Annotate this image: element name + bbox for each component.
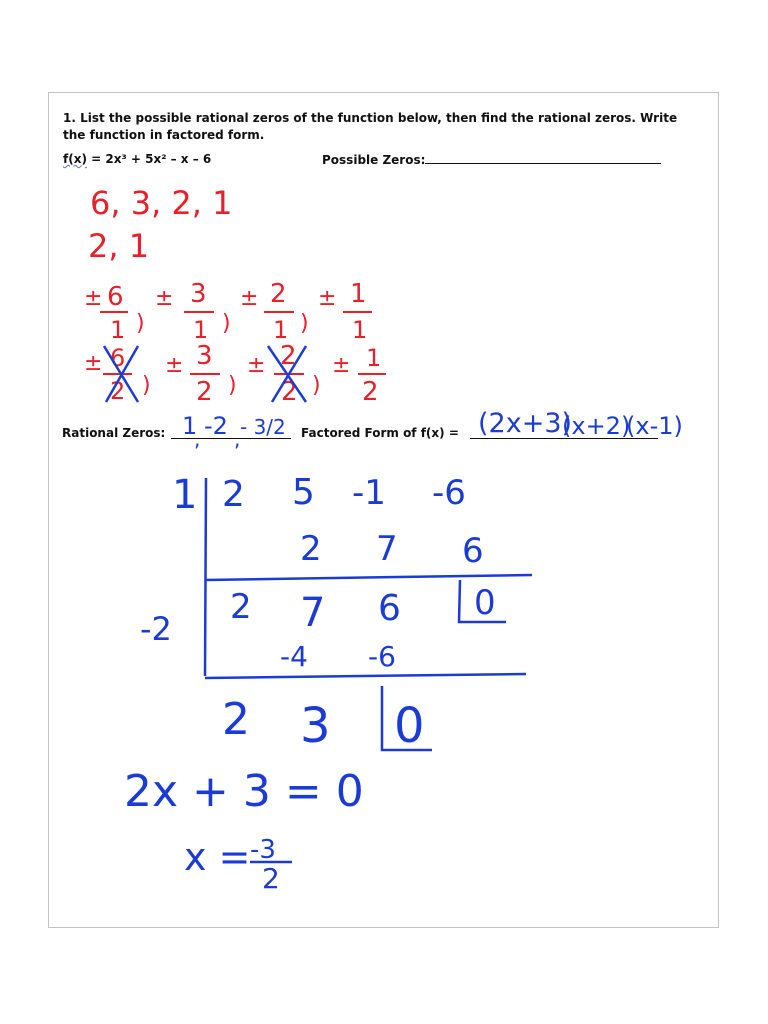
function-name: f(x) [63, 152, 87, 166]
divisor-1: 1 [172, 472, 198, 518]
denominator-3: 1 [273, 316, 289, 344]
result-2: 3 [300, 698, 331, 754]
numerator-8: 1 [366, 344, 382, 372]
sign-3: ± [240, 286, 259, 311]
zero-3: - 3/2 [240, 415, 286, 439]
zero-2: -2 [204, 412, 228, 440]
product-4: -4 [280, 640, 308, 673]
coefficient-4: -6 [432, 473, 466, 513]
coefficient-3: -1 [352, 473, 386, 513]
denominator-5: 2 [110, 377, 126, 405]
sign-4: ± [318, 286, 337, 311]
product-1: 2 [300, 529, 322, 569]
numerator-6: 3 [196, 341, 213, 371]
synthetic-division-2 [140, 580, 526, 754]
coefficient-2: 5 [292, 472, 315, 513]
problem-prompt: 1. List the possible rational zeros of the function below, then find the rational zeros. Write the function in factored form. [63, 111, 678, 142]
remainder-1: 0 [474, 583, 496, 623]
coefficient-5: 2 [230, 587, 252, 627]
result-1: 2 [222, 694, 250, 745]
function-expression: = 2x³ + 5x² – x – 6 [86, 152, 212, 166]
numerator-1: 6 [107, 282, 124, 312]
result-remainder: 0 [394, 698, 425, 754]
candidates-over-one [84, 279, 372, 344]
separator-1: ) [136, 311, 145, 336]
solution-work [124, 766, 364, 895]
division-line-2 [205, 674, 526, 678]
factor-2: (x+2) [562, 412, 631, 440]
coefficient-7: 6 [378, 588, 401, 629]
factors-of-constant: 6, 3, 2, 1 [90, 184, 233, 222]
denominator-6: 2 [196, 377, 213, 407]
zero-separator-1: , [194, 427, 201, 451]
sign-8: ± [332, 353, 351, 378]
sign-2: ± [155, 286, 174, 311]
synthetic-division-1 [172, 472, 532, 676]
factored-form-label: Factored Form of f(x) = [301, 426, 459, 440]
separator-5: ) [142, 373, 151, 398]
factored-form-answer [478, 408, 683, 440]
coefficient-1: 2 [222, 474, 245, 515]
separator-3: ) [300, 311, 309, 336]
factors-of-leading: 2, 1 [88, 227, 150, 265]
candidates-over-two [84, 341, 386, 407]
product-3: 6 [462, 531, 484, 571]
denominator-8: 2 [362, 377, 379, 407]
rational-zeros-label: Rational Zeros: [62, 426, 166, 440]
factor-3: (x-1) [626, 412, 683, 440]
numerator-4: 1 [350, 279, 367, 309]
zero-1: 1 [182, 412, 198, 440]
numerator-3: 2 [270, 279, 287, 309]
numerator-7: 2 [280, 341, 297, 371]
division-line-1 [205, 575, 532, 580]
solution-lhs: x = [184, 835, 251, 879]
separator-2: ) [222, 311, 231, 336]
product-5: -6 [368, 640, 396, 673]
denominator-7: 2 [281, 377, 298, 407]
sign-1: ± [84, 286, 103, 311]
possible-zeros-label: Possible Zeros: [322, 153, 426, 167]
rational-zeros-answer [182, 412, 286, 451]
solution-denominator: 2 [262, 862, 280, 895]
denominator-1: 1 [110, 316, 126, 344]
division-vertical-bar [205, 478, 206, 676]
factor-lists [88, 184, 232, 265]
separator-7: ) [312, 373, 321, 398]
sign-6: ± [165, 353, 184, 378]
product-2: 7 [376, 529, 398, 569]
solution-numerator: -3 [250, 835, 276, 865]
sign-5: ± [84, 351, 103, 376]
coefficient-6: 7 [300, 590, 326, 636]
denominator-2: 1 [193, 316, 209, 344]
separator-6: ) [228, 373, 237, 398]
sign-7: ± [247, 353, 266, 378]
divisor-2: -2 [140, 610, 172, 648]
linear-equation: 2x + 3 = 0 [124, 766, 364, 817]
numerator-2: 3 [190, 279, 207, 309]
zero-separator-2: , [234, 427, 241, 451]
numerator-5: 6 [110, 344, 126, 372]
denominator-4: 1 [352, 316, 368, 344]
factor-1: (2x+3) [478, 408, 573, 439]
